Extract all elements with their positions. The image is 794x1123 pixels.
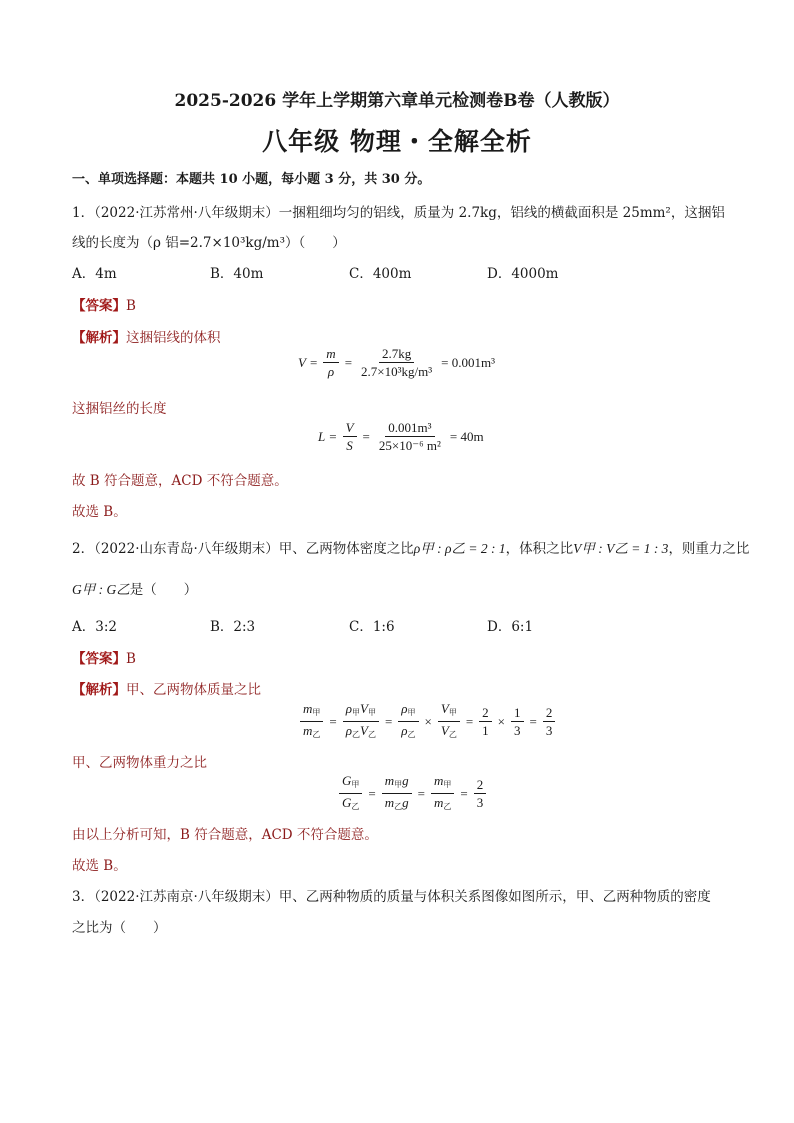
fraction: $\frac{m_甲g}{m_乙g}$ (382, 773, 412, 814)
fraction: $\frac{\text{0.001m³}}{\text{25×10⁻⁶ m²}}$ (378, 420, 441, 453)
fraction: $\frac{2}{1}$ (479, 705, 492, 738)
q2-option-d: D．6:1 (487, 619, 534, 635)
volume-ratio: V甲 : V乙 = 1 : 3 (573, 541, 669, 556)
q1-volume-formula: V = $\frac{m}{\rho}$ = $\frac{2.7kg}{\text{2.7×10³kg/m³}}$ = 0.001m³ (298, 346, 495, 379)
q2-stem-line1: 2．（2022·山东青岛·八年级期末）甲、乙两物体密度之比ρ甲 : ρ乙 = 2 : 1，体积之比V甲 : V乙 = 1 : 3，则重力之比 (72, 541, 750, 557)
q1-option-d: D．4000m (487, 266, 559, 282)
analysis-tag: 【解析】 (72, 330, 126, 346)
analysis-intro: 甲、乙两物体质量之比 (126, 682, 261, 698)
exam-title: 2025-2026 学年上学期第六章单元检测卷B卷（人教版） (174, 91, 620, 111)
q1-analysis (72, 326, 221, 346)
q3-stem-line2: 之比为（ ） (72, 920, 167, 936)
q1-option-b: B．40m (210, 266, 264, 282)
answer-tag: 【答案】 (72, 651, 126, 667)
fraction: $\frac{2}{3}$ (474, 777, 487, 810)
formula-lhs: V (298, 354, 306, 370)
fraction: $\frac{1}{3}$ (511, 705, 524, 738)
answer-value: B (126, 298, 136, 314)
answer-value: B (126, 651, 136, 667)
q1-option-a: A．4m (72, 266, 117, 282)
fraction: $\frac{m_甲}{m_乙}$ (431, 773, 454, 814)
q2-analysis (72, 678, 261, 698)
q2-answer (72, 647, 136, 667)
q1-final: 故选 B。 (72, 504, 127, 520)
analysis-intro: 这捆铝线的体积 (126, 330, 221, 346)
q2-mass-formula: $\frac{m_甲}{m_乙}$ = $\frac{\rho_甲V_甲}{\rho_乙V_乙}$ = $\frac{\rho_甲}{\rho_乙}$ × $\frac{V_甲}{V_乙}$ = $\frac{2}{1}$ × $\frac{1}{3}$ = $\frac{2}{3}$ (298, 701, 557, 742)
gravity-ratio: G甲 : G乙 (72, 582, 130, 597)
q1-answer (72, 294, 136, 314)
formula-result: = 0.001m³ (441, 354, 495, 370)
fraction: $\frac{V_甲}{V_乙}$ (438, 701, 460, 742)
section-heading: 一、单项选择题：本题共 10 小题，每小题 3 分，共 30 分。 (72, 172, 431, 187)
q2-conclusion: 由以上分析可知，B 符合题意，ACD 不符合题意。 (72, 827, 378, 843)
q2-option-a: A．3:2 (72, 619, 117, 635)
q1-length-intro: 这捆铝丝的长度 (72, 401, 167, 417)
formula-eq: = (309, 354, 318, 370)
q2-stem-line2: G甲 : G乙是（ ） (72, 582, 198, 598)
exam-subtitle: 八年级 物理・全解全析 (262, 127, 532, 156)
fraction: $\frac{\rho_甲V_甲}{\rho_乙V_乙}$ (343, 701, 379, 742)
fraction: $\frac{V}{S}$ (343, 420, 357, 453)
q1-option-c: C．400m (349, 266, 412, 282)
q2-gravity-intro: 甲、乙两物体重力之比 (72, 755, 207, 771)
density-ratio: ρ甲 : ρ乙 = 2 : 1 (413, 541, 506, 556)
formula-result: = 40m (449, 428, 484, 444)
q1-stem-line1: 1．（2022·江苏常州·八年级期末）一捆粗细均匀的铝线，质量为 2.7kg，铝线的横截面积是 25mm²，这捆铝 (72, 205, 725, 221)
q2-option-c: C．1:6 (349, 619, 395, 635)
answer-tag: 【答案】 (72, 298, 126, 314)
fraction: $\frac{\rho_甲}{\rho_乙}$ (398, 701, 418, 742)
fraction: $\frac{m_甲}{m_乙}$ (300, 701, 323, 742)
q3-stem-line1: 3．（2022·江苏南京·八年级期末）甲、乙两种物质的质量与体积关系图像如图所示，甲、乙两种物质的密度 (72, 889, 711, 905)
q2-gravity-formula: $\frac{G_甲}{G_乙}$ = $\frac{m_甲g}{m_乙g}$ = $\frac{m_甲}{m_乙}$ = $\frac{2}{3}$ (337, 773, 488, 814)
q1-length-formula: L = $\frac{V}{S}$ = $\frac{\text{0.001m³}}{\text{25×10⁻⁶ m²}}$ = 40m (318, 420, 484, 453)
analysis-tag: 【解析】 (72, 682, 126, 698)
q2-final: 故选 B。 (72, 858, 127, 874)
q2-option-b: B．2:3 (210, 619, 256, 635)
fraction: $\frac{m}{\rho}$ (323, 346, 338, 379)
fraction: $\frac{2}{3}$ (543, 705, 556, 738)
q1-conclusion: 故 B 符合题意，ACD 不符合题意。 (72, 473, 288, 489)
q1-stem-line2: 线的长度为（ρ 铝=2.7×10³kg/m³）（ ） (72, 235, 346, 251)
formula-lhs: L (318, 428, 326, 444)
fraction: $\frac{G_甲}{G_乙}$ (339, 773, 362, 814)
fraction: $\frac{2.7kg}{\text{2.7×10³kg/m³}}$ (361, 346, 433, 379)
